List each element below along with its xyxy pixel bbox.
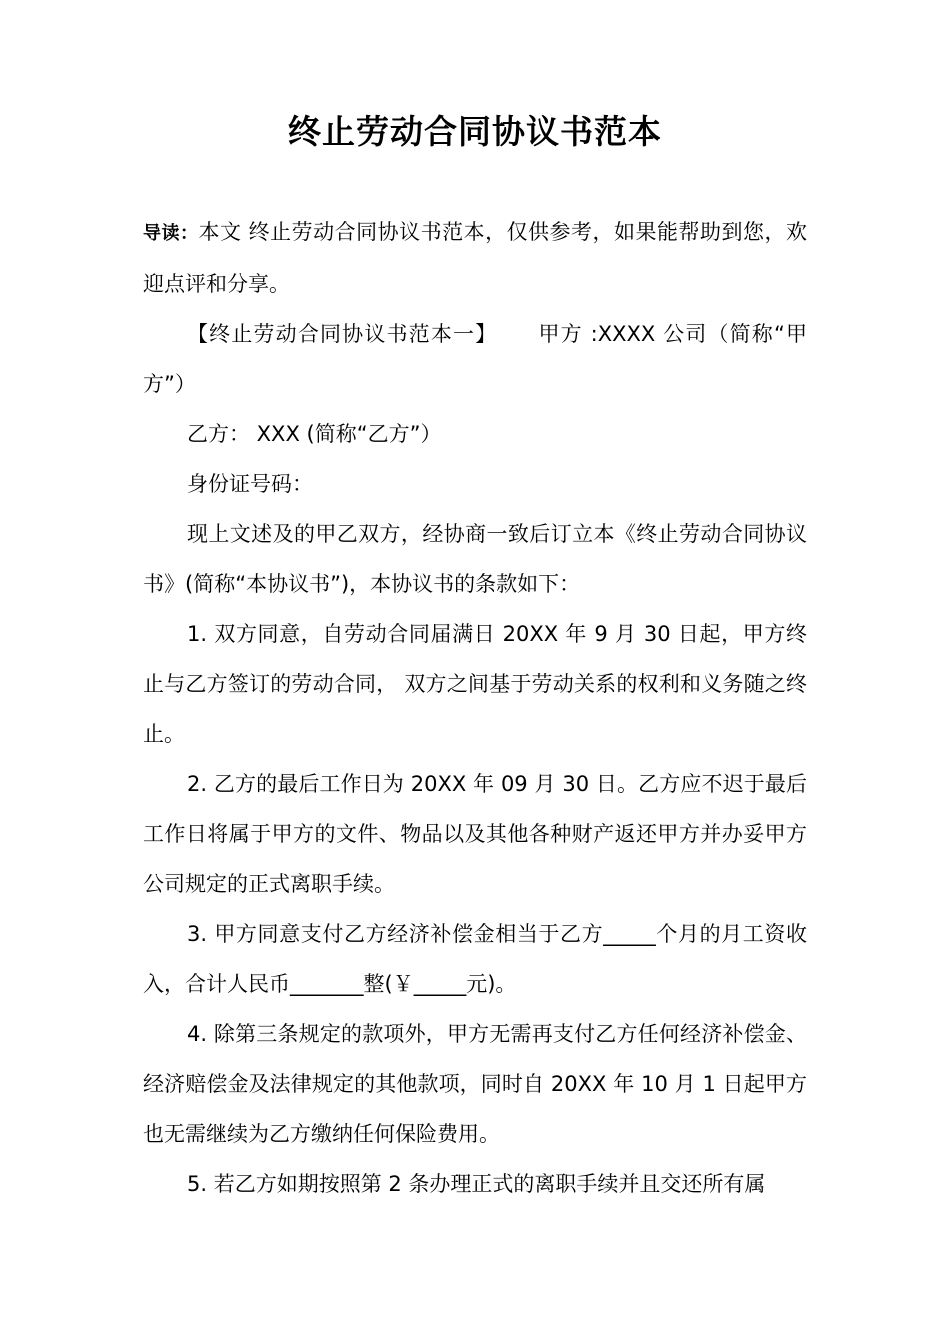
- clause-3: 3. 甲方同意支付乙方经济补偿金相当于乙方_____个月的月工资收入，合计人民币_______整(￥_____元)。: [143, 922, 807, 996]
- lead-paragraph: [143, 207, 807, 309]
- paragraph-preamble: 现上文述及的甲乙双方，经协商一致后订立本《终止劳动合同协议书》(简称“本协议书”)，本协议书的条款如下：: [143, 522, 807, 596]
- paragraph-id-number: 身份证号码：: [187, 472, 313, 496]
- clause-1: 1. 双方同意，自劳动合同届满日 20XX 年 9 月 30 日起，甲方终止与乙方签订的劳动合同， 双方之间基于劳动关系的权利和义务随之终止。: [143, 622, 807, 746]
- clause-4: 4. 除第三条规定的款项外，甲方无需再支付乙方任何经济补偿金、经济赔偿金及法律规定的其他款项，同时自 20XX 年 10 月 1 日起甲方也无需继续为乙方缴纳任何保险费用。: [143, 1022, 807, 1146]
- document-body: [143, 207, 807, 1209]
- document-title: 终止劳动合同协议书范本: [288, 112, 662, 151]
- paragraph-party-b: 乙方： XXX (简称“乙方”）: [187, 422, 442, 446]
- section-heading: 【终止劳动合同协议书范本一】: [187, 322, 498, 346]
- lead-text: 本文 终止劳动合同协议书范本，仅供参考，如果能帮助到您，欢迎点评和分享。: [143, 220, 807, 296]
- paragraph-party-a: [143, 309, 807, 409]
- lead-label: 导读：: [143, 223, 199, 244]
- clause-5: 5. 若乙方如期按照第 2 条办理正式的离职手续并且交还所有属: [187, 1172, 766, 1196]
- party-a-text: 甲方 :XXXX 公司（简称“甲方”）: [143, 322, 807, 396]
- clause-2: 2. 乙方的最后工作日为 20XX 年 09 月 30 日。乙方应不迟于最后工作日将属于甲方的文件、物品以及其他各种财产返还甲方并办妥甲方公司规定的正式离职手续。: [143, 772, 807, 896]
